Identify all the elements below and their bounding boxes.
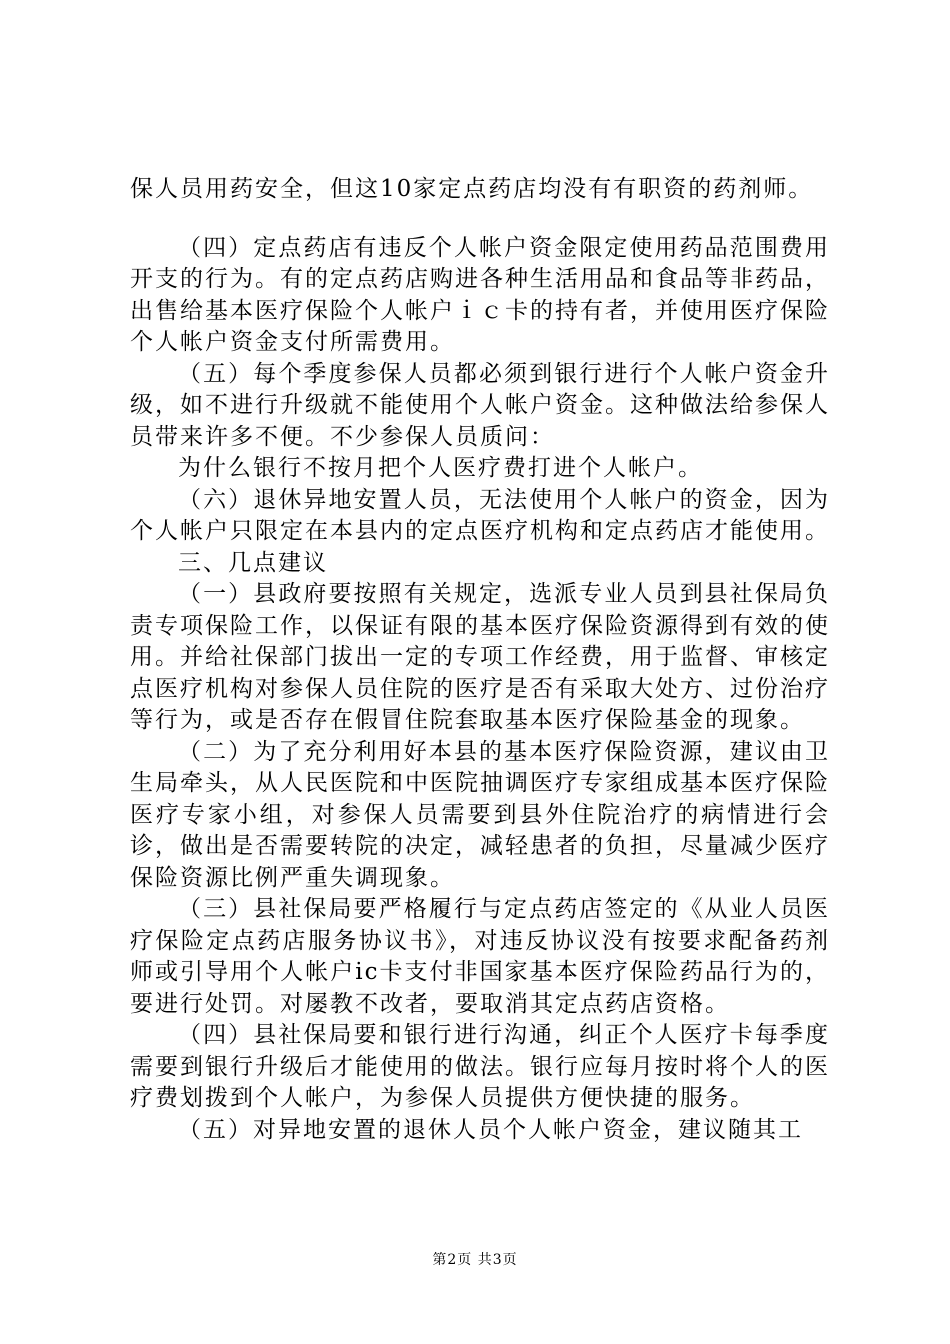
paragraph-question: 为什么银行不按月把个人医疗费打进个人帐户。 [178,455,703,481]
paragraph-continuation: 保人员用药安全，但这10家定点药店均没有有职资的药剂师。 [130,176,814,202]
paragraph-suggestion-4: （四）县社保局要和银行进行沟通，纠正个人医疗卡每季度需要到银行升级后才能使用的做法。银行应每月按时将个人的医疗费划拨到个人帐户，为参保人员提供方便快捷的服务。 [130,1022,830,1111]
paragraph-suggestion-1: （一）县政府要按照有关规定，选派专业人员到县社保局负责专项保险工作，以保证有限的基本医疗保险资源得到有效的使用。并给社保部门拔出一定的专项工作经费，用于监督、审核定点医疗机构对参保人员住院的医疗是否有采取大处方、过份治疗等行为，或是否存在假冒住院套取基本医疗保险基金的现象。 [130,581,830,733]
paragraph-suggestion-5: （五）对异地安置的退休人员个人帐户资金，建议随其工 [178,1116,803,1143]
section-heading-suggestions: 三、几点建议 [178,549,328,576]
paragraph-item-6: （六）退休异地安置人员，无法使用个人帐户的资金，因为个人帐户只限定在本县内的定点医疗机构和定点药店才能使用。 [130,486,830,544]
paragraph-suggestion-3: （三）县社保局要严格履行与定点药店签定的《从业人员医疗保险定点药店服务协议书》，对违反协议没有按要求配备药剂师或引导用个人帐户ic卡支付非国家基本医疗保险药品行为的，要进行处罚。对屡教不改者，要取消其定点药店资格。 [130,896,830,1017]
document-body [130,174,830,1146]
paragraph-item-5: （五）每个季度参保人员都必须到银行进行个人帐户资金升级，如不进行升级就不能使用个人帐户资金。这种做法给参保人员带来许多不便。不少参保人员质问： [130,360,830,450]
paragraph-item-4: （四）定点药店有违反个人帐户资金限定使用药品范围费用开支的行为。有的定点药店购进各种生活用品和食品等非药品，出售给基本医疗保险个人帐户ｉｃ卡的持有者，并使用医疗保险个人帐户资金支付所需费用。 [130,234,830,355]
page-number-footer: 第2页 共3页 [432,1252,518,1268]
paragraph-suggestion-2: （二）为了充分利用好本县的基本医疗保险资源，建议由卫生局牵头，从人民医院和中医院抽调医疗专家组成基本医疗保险医疗专家小组，对参保人员需要到县外住院治疗的病情进行会诊，做出是否需要转院的决定，减轻患者的负担，尽量减少医疗保险资源比例严重失调现象。 [130,738,830,891]
